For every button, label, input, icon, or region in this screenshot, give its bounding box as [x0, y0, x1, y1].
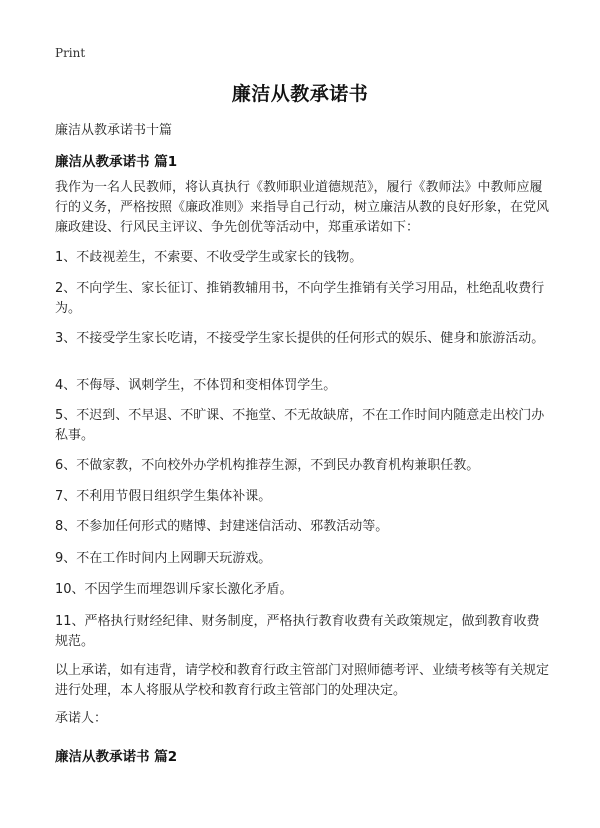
pledge-item-6: 6、不做家教，不向校外办学机构推荐生源，不到民办教育机构兼职任教。 [55, 458, 480, 473]
pledge-item-10: 10、不因学生而埋怨训斥家长激化矛盾。 [55, 582, 293, 597]
closing-paragraph: 以上承诺，如有违背，请学校和教育行政主管部门对照师德考评、业绩考核等有关规定进行处理，本人将服从学校和教育行政主管部门的处理决定。 [55, 663, 550, 698]
pledge-item-1: 1、不歧视差生，不索要、不收受学生或家长的钱物。 [55, 250, 363, 265]
page-title: 廉洁从教承诺书 [231, 83, 369, 105]
pledge-item-5: 5、不迟到、不早退、不旷课、不拖堂、不无故缺席，不在工作时间内随意走出校门办私事。 [55, 408, 545, 443]
pledge-item-4: 4、不侮辱、讽刺学生，不体罚和变相体罚学生。 [55, 378, 337, 393]
pledge-item-8: 8、不参加任何形式的赌博、封建迷信活动、邪教活动等。 [55, 519, 389, 534]
section-heading-2: 廉洁从教承诺书 篇2 [55, 749, 178, 765]
pledge-item-2: 2、不向学生、家长征订、推销教辅用书，不向学生推销有关学习用品，杜绝乱收费行为。 [55, 281, 545, 316]
pledge-item-7: 7、不利用节假日组织学生集体补课。 [55, 489, 272, 504]
pledge-item-9: 9、不在工作时间内上网聊天玩游戏。 [55, 551, 272, 566]
print-label: Print [55, 46, 86, 60]
section-heading-1: 廉洁从教承诺书 篇1 [55, 154, 178, 170]
signer-label: 承诺人： [55, 711, 108, 726]
pledge-item-3: 3、不接受学生家长吃请，不接受学生家长提供的任何形式的娱乐、健身和旅游活动。 [55, 331, 545, 346]
intro-paragraph: 我作为一名人民教师，将认真执行《教师职业道德规范》，履行《教师法》中教师应履行的义务，严格按照《廉政准则》来指导自己行动，树立廉洁从教的良好形象，在党风廉政建设、行风民主评议、争先创优等活动中，郑重承诺如下： [55, 180, 550, 235]
document-subtitle: 廉洁从教承诺书十篇 [55, 123, 173, 138]
pledge-item-11: 11、严格执行财经纪律、财务制度，严格执行教育收费有关政策规定，做到教育收费规范。 [55, 614, 540, 649]
